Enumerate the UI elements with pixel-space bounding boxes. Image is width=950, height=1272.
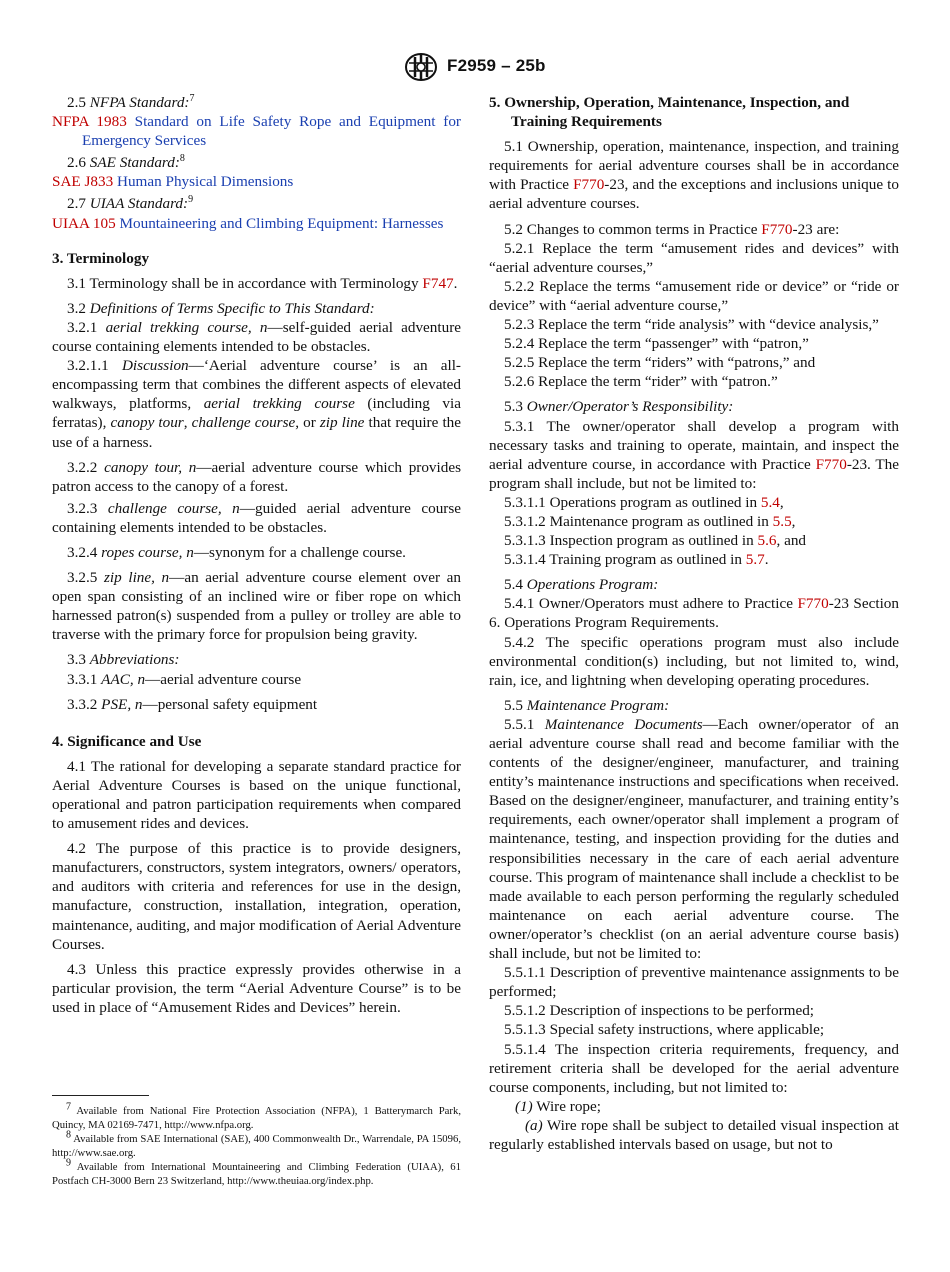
section-3-3: 3.3 Abbreviations: <box>67 651 180 669</box>
ref-5-6[interactable]: 5.6 <box>757 532 777 550</box>
ref-sae-j833[interactable]: SAE J833 Human Physical Dimensions <box>52 173 294 191</box>
section-4-heading: 4. Significance and Use <box>52 732 202 750</box>
section-5-2-5: 5.2.5 Replace the term “riders” with “patrons,” and <box>504 354 816 372</box>
section-3-2-5: 3.2.5 zip line, n—an aerial adventure course element over an open span consisting of an inclined wire or fiber rope on which harnessed patron(s) suspended from a pulley or trolley are able to traverse with the primary force for propulsion being gravity. <box>52 569 462 644</box>
section-5-2: 5.2 Changes to common terms in Practice F770-23 are: <box>504 220 840 238</box>
section-5-2-4: 5.2.4 Replace the term “passenger” with “patron,” <box>504 335 809 353</box>
section-5-heading: 5. Ownership, Operation, Maintenance, Inspection, and Training Requirements <box>489 94 850 131</box>
ref-f747[interactable]: F747 <box>422 274 454 292</box>
section-3-3-1: 3.3.1 AAC, n—aerial adventure course <box>67 670 302 688</box>
section-4-1: 4.1 The rational for developing a separate standard practice for Aerial Adventure Courses is based on the unique functional, operational and patron participation requirements when compared to amusement rides and devices. <box>52 757 461 833</box>
left-column <box>52 93 461 1017</box>
ref-5-5[interactable]: 5.5 <box>772 512 792 530</box>
section-5-5-1-1: 5.5.1.1 Description of preventive maintenance assignments to be performed; <box>489 964 899 1001</box>
section-5-2-3: 5.2.3 Replace the term “ride analysis” with “device analysis,” <box>504 316 879 334</box>
ref-uiaa-105[interactable]: UIAA 105 Mountaineering and Climbing Equipment: Harnesses <box>52 214 444 232</box>
section-5-4-1: 5.4.1 Owner/Operators must adhere to Practice F770-23 Section 6. Operations Program Requirements. <box>489 595 899 632</box>
section-5-3-1-3: 5.3.1.3 Inspection program as outlined in 5.6, and <box>504 532 807 550</box>
ref-f770[interactable]: F770 <box>573 176 605 194</box>
section-5-4-2: 5.4.2 The specific operations program must also include environmental condition(s) including, but not limited to, wind, rain, ice, and lightning when developing operating procedures. <box>489 633 899 689</box>
section-3-2-3: 3.2.3 challenge course, n—guided aerial adventure course containing elements intended to be obstacles. <box>52 499 462 536</box>
ref-5-7[interactable]: 5.7 <box>745 551 765 569</box>
section-3-3-2: 3.3.2 PSE, n—personal safety equipment <box>67 695 318 713</box>
footnote-8: $^8$ Available from SAE International (SAE), 400 Commonwealth Dr., Warrendale, PA 15096, http://www.sae.org. <box>52 1129 461 1159</box>
footnote-7: $^7$ Available from National Fire Protection Association (NFPA), 1 Batterymarch Park, Quincy, MA 02169-7471, http://www.nfpa.org. <box>52 1101 461 1131</box>
ref-f770[interactable]: F770 <box>761 220 793 238</box>
section-3-2-1-1: 3.2.1.1 Discussion—‘Aerial adventure course’ is an all-encompassing term that combines the different aspects of elevated walkways, platforms, aerial trekking course (including via ferratas), canopy tour, challenge course, or zip line that require the use of a harness. <box>52 357 461 451</box>
section-5-3-1-1: 5.3.1.1 Operations program as outlined in 5.4, <box>504 493 784 511</box>
section-4-3: 4.3 Unless this practice expressly provides otherwise in a particular provision, the term “Aerial Adventure Course” is to be used in place of “Amusement Rides and Devices” herein. <box>52 960 461 1016</box>
ref-5-4[interactable]: 5.4 <box>760 493 780 511</box>
footnotes <box>52 1101 461 1188</box>
astm-logo-icon <box>404 52 438 82</box>
section-3-2-4: 3.2.4 ropes course, n—synonym for a challenge course. <box>67 543 406 561</box>
section-2-6: 2.6 SAE Standard:$^8$ <box>67 153 185 172</box>
section-5-2-2: 5.2.2 Replace the terms “amusement ride or device” or “ride or device” with “aerial adventure course,” <box>489 277 899 314</box>
section-5-3-1-2: 5.3.1.2 Maintenance program as outlined in 5.5, <box>504 512 796 530</box>
section-2-7: 2.7 UIAA Standard:$^9$ <box>67 194 194 213</box>
ref-f770[interactable]: F770 <box>797 595 829 613</box>
section-3-2-1: 3.2.1 aerial trekking course, n—self-guided aerial adventure course containing elements intended to be obstacles. <box>52 318 462 356</box>
section-5-3-1: 5.3.1 The owner/operator shall develop a program with necessary tasks and training to operate, maintain, and inspect the aerial adventure course, in accordance with Practice F770-23. The program shall include, but not be limited to: <box>489 417 899 492</box>
footnote-divider <box>52 1095 149 1096</box>
item-1a: (a) Wire rope shall be subject to detailed visual inspection at regularly established intervals based on usage, but not to <box>489 1116 899 1153</box>
ref-f770[interactable]: F770 <box>815 455 847 473</box>
section-5-3: 5.3 Owner/Operator’s Responsibility: <box>504 398 734 416</box>
page-header <box>0 54 950 84</box>
section-5-5: 5.5 Maintenance Program: <box>504 696 670 714</box>
section-5-2-1: 5.2.1 Replace the term “amusement rides and devices” with “aerial adventure courses,” <box>489 239 899 276</box>
section-5-5-1-4: 5.5.1.4 The inspection criteria requirements, frequency, and retirement criteria shall be developed for the aerial adventure course components, including, but not limited to: <box>489 1040 899 1096</box>
item-1-wire-rope: (1) Wire rope; <box>515 1097 601 1115</box>
section-5-5-1-2: 5.5.1.2 Description of inspections to be performed; <box>504 1002 815 1020</box>
section-5-4: 5.4 Operations Program: <box>504 576 659 594</box>
section-3-2-2: 3.2.2 canopy tour, n—aerial adventure course which provides patron access to the canopy of a forest. <box>52 458 461 495</box>
section-5-5-1: 5.5.1 Maintenance Documents—Each owner/operator of an aerial adventure course shall read and become familiar with the contents of the designer/engineer, manufacturer, and training entity’s maintenance instructions and specifications when received. Based on the designer/engineer, manufacturer, and training entity’s requirements, each owner/operator shall implement a program of maintenance, testing, and inspection providing for the duties and responsibilities necessary in the care of each aerial adventure course. This program of maintenance shall include a checklist to be made available to each person performing the regularly scheduled maintenance on each aerial adventure course. The owner/operator’s checklist (on an aerial adventure course basis) shall include, but not be limited to: <box>489 715 899 963</box>
section-3-2: 3.2 Definitions of Terms Specific to This Standard: <box>67 299 375 317</box>
section-5-2-6: 5.2.6 Replace the term “rider” with “patron.” <box>504 373 778 391</box>
section-5-3-1-4: 5.3.1.4 Training program as outlined in 5.7. <box>504 551 769 569</box>
standard-designation: F2959 – 25b <box>447 56 546 75</box>
section-5-1: 5.1 Ownership, operation, maintenance, inspection, and training requirements for aerial adventure courses shall be in accordance with Practice F770-23, and the exceptions and inclusions unique to aerial adventure courses. <box>489 138 899 213</box>
section-4-2: 4.2 The purpose of this practice is to provide designers, manufacturers, constructors, system integrators, owners/ operators, and auditors with criteria and references for use in the design, manufacture, construction, installation, integration, operation, maintenance, auditing, and major modification of Aerial Adventure Courses. <box>52 840 461 953</box>
right-column <box>489 93 899 1154</box>
ref-nfpa-1983[interactable]: NFPA 1983 Standard on Life Safety Rope and Equipment for Emergency Services <box>52 113 461 150</box>
section-5-5-1-3: 5.5.1.3 Special safety instructions, where applicable; <box>504 1021 825 1039</box>
section-3-heading: 3. Terminology <box>52 249 150 267</box>
footnote-9: $^9$ Available from International Mountaineering and Climbing Federation (UIAA), 61 Postfach CH-3000 Bern 23 Switzerland, http://www.theuiaa.org/index.php. <box>52 1157 461 1187</box>
section-2-5: 2.5 NFPA Standard:$^7$ <box>67 92 195 111</box>
section-3-1: 3.1 Terminology shall be in accordance with Terminology F747. <box>67 274 458 292</box>
